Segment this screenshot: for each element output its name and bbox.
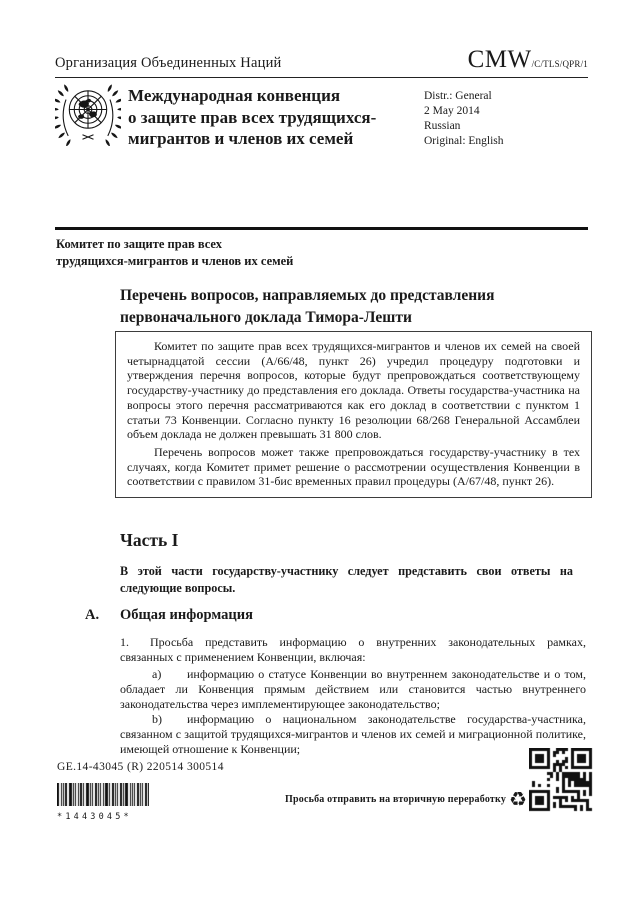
barcode [57, 783, 153, 822]
item-number: 1. [120, 635, 129, 649]
section-rule [55, 227, 588, 230]
item-text: информацию о статусе Конвенции во внутреннем законодательстве и о том, обладает ли Конвенция прямым действием или становится частью внутреннего законодательства через имплементирующее законодательство; [120, 667, 586, 712]
committee-name-line: Комитет по защите прав всех [56, 237, 222, 251]
convention-title-line: о защите прав всех трудящихся- [128, 107, 377, 127]
header-rule [55, 77, 588, 78]
doc-language: Russian [424, 120, 461, 132]
part-intro: В этой части государству-участнику следует представить свои ответы на следующие вопросы. [120, 564, 573, 595]
item-number: b) [152, 712, 162, 726]
recycle-note [285, 789, 527, 809]
item-text: информацию о национальном законодательстве государства-участника, связанном с защитой трудящихся-мигрантов и членов их семей и миграционной политике, имеющей отношение к Конвенции; [120, 712, 586, 757]
distr-type: Distr.: General [424, 90, 492, 102]
qr-code [529, 748, 593, 812]
doc-symbol-main: CMW [467, 46, 532, 73]
org-name: Организация Объединенных Наций [55, 55, 282, 71]
summary-box [115, 331, 592, 498]
document-reference: GE.14-43045 (R) 220514 300514 [57, 761, 224, 773]
doc-original-language: Original: English [424, 135, 504, 147]
convention-title [128, 85, 376, 150]
committee-name [56, 236, 293, 269]
doc-date: 2 May 2014 [424, 105, 480, 117]
distribution-block [424, 89, 504, 149]
question-item-1 [120, 635, 586, 665]
doc-symbol [468, 46, 588, 74]
barcode-text: *1443045* [57, 812, 132, 822]
summary-paragraph-1: Комитет по защите прав всех трудящихся-мигрантов и членов их семей на своей четырнадцатой сессии (A/66/48, пункт 26) учредил процедуру подготовки и утверждения перечня вопросов, которые будут препровождаться соответствующему государству-участнику до представления его доклада. Ответы государства-участника на вопросы этого перечня рассматриваются как его доклад в соответствии с пунктом 1 статьи 73 Конвенции. Согласно пункту 16 резолюции 68/268 Генеральной Ассамблеи объем доклада не должен превышать 31 800 слов. [127, 339, 580, 442]
summary-paragraph-2: Перечень вопросов может также препровождаться государству-участнику в тех случаях, когда Комитет примет решение о рассмотрении осуществления Конвенции в соответствии с правилом 31-бис временных правил процедуры (A/67/48, пункт 26). [127, 444, 580, 489]
convention-title-line: мигрантов и членов их семей [128, 129, 354, 148]
convention-title-line: Международная конвенция [128, 86, 341, 105]
section-letter: A. [85, 607, 100, 623]
doc-symbol-sub: /C/TLS/QPR/1 [531, 59, 588, 69]
committee-name-line: трудящихся-мигрантов и членов их семей [56, 253, 294, 268]
item-text: Просьба представить информацию о внутренних законодательных рамках, связанных с применением Конвенции, включая: [120, 635, 586, 665]
document-title: Перечень вопросов, направляемых до представления первоначального доклада Тимора-Лешти [120, 287, 495, 326]
item-number: a) [152, 667, 162, 681]
question-item-1b [120, 712, 586, 757]
section-title: Общая информация [120, 607, 253, 623]
un-emblem-icon [55, 84, 121, 146]
barcode-bars [57, 783, 149, 806]
part-heading: Часть I [120, 530, 179, 550]
question-item-1a [120, 667, 586, 712]
recycle-icon: ♻ [509, 787, 527, 811]
recycle-note-text: Просьба отправить на вторичную переработку [285, 793, 507, 805]
